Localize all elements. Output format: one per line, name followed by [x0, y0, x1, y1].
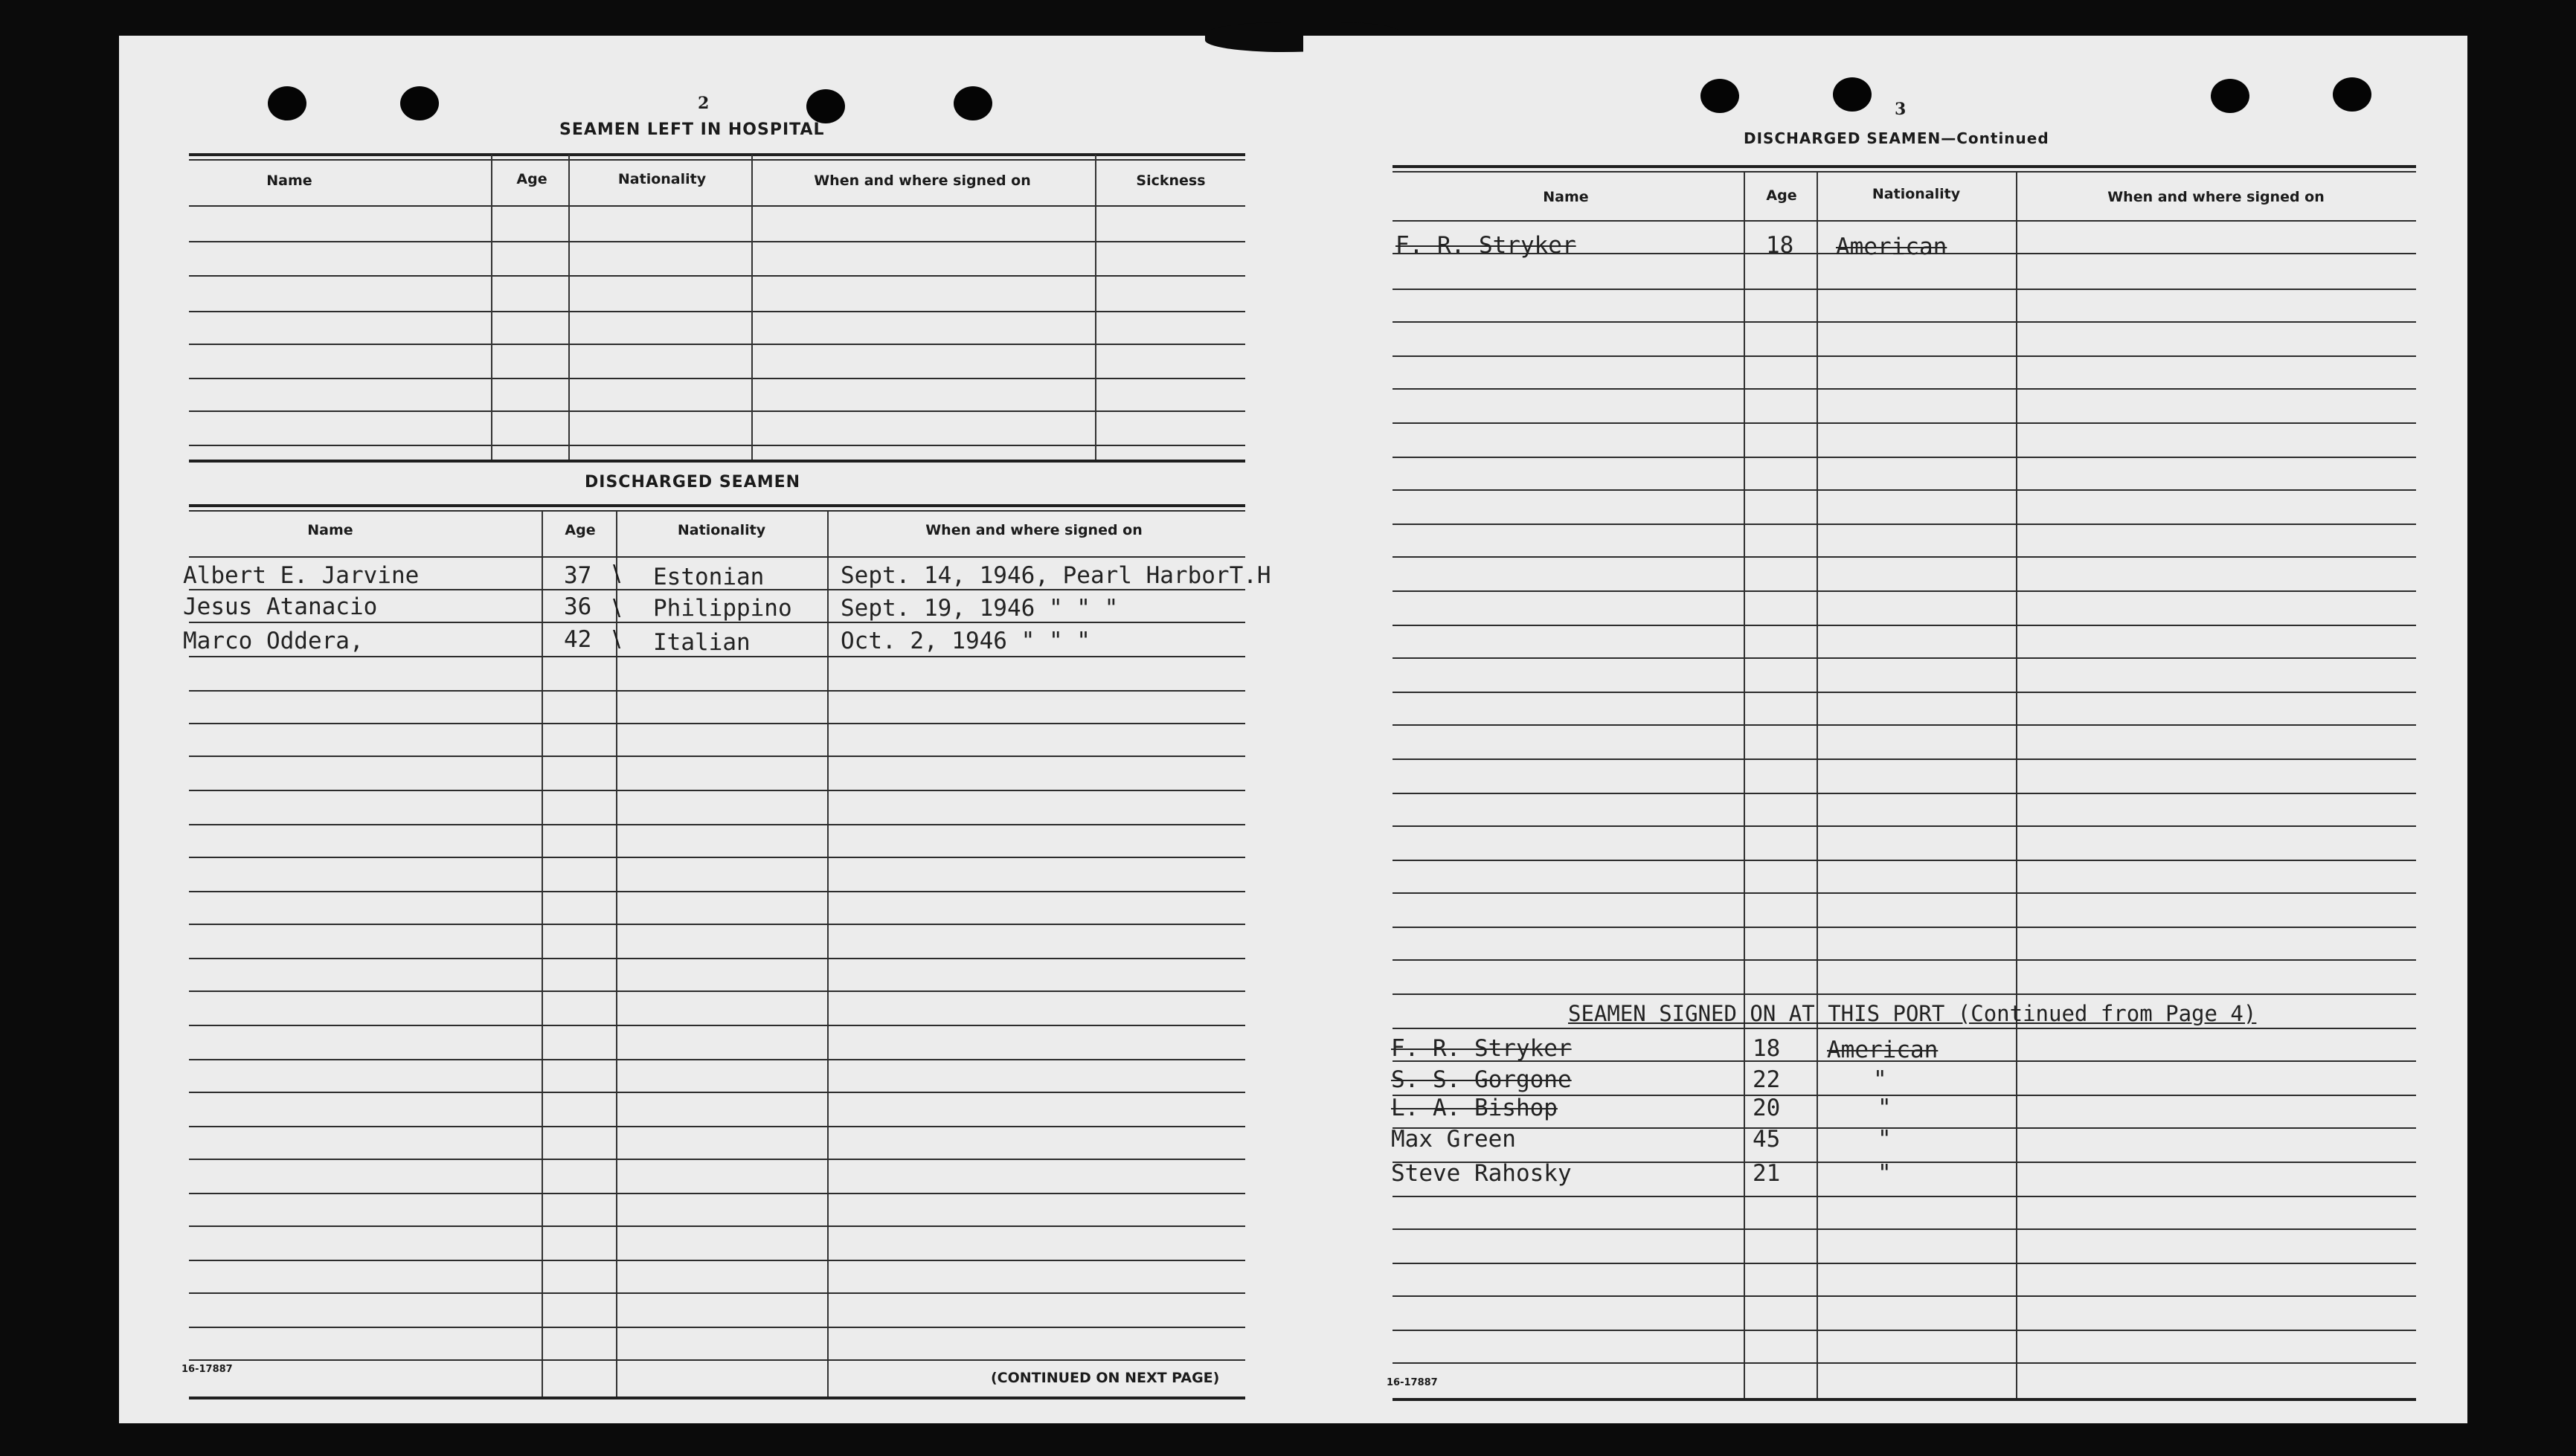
column-header-name: Name — [266, 173, 312, 189]
column-header-nationality: Nationality — [617, 171, 707, 187]
punch-hole — [1700, 79, 1739, 113]
seaman-age: 42 — [564, 626, 592, 653]
seaman-signed-on: Sept. 19, 1946 " " " — [841, 595, 1119, 622]
right-page — [1303, 36, 2467, 1423]
column-header-sickness: Sickness — [1136, 173, 1206, 189]
seaman-nationality: American — [1827, 1037, 1939, 1063]
left-page — [119, 36, 1317, 1423]
seaman-nationality: " — [1878, 1126, 1892, 1153]
seaman-signed-on: Oct. 2, 1946 " " " — [841, 628, 1091, 654]
continued-footer: (CONTINUED ON NEXT PAGE) — [991, 1370, 1220, 1386]
punch-hole — [954, 86, 992, 120]
check-mark: \ — [613, 626, 621, 652]
column-header-signed-on: When and where signed on — [814, 173, 1031, 189]
form-number: 16-17887 — [182, 1364, 233, 1375]
struck-seaman-age: 18 — [1766, 232, 1794, 259]
column-header-age: Age — [565, 522, 596, 538]
seaman-nationality: " — [1873, 1066, 1887, 1093]
seaman-name: Albert E. Jarvine — [183, 562, 420, 589]
check-mark: \ — [613, 595, 621, 621]
discharged-section-title: DISCHARGED SEAMEN — [585, 473, 801, 492]
seaman-nationality: " — [1878, 1095, 1892, 1121]
seaman-age: 45 — [1753, 1126, 1781, 1153]
seaman-name: L. A. Bishop — [1391, 1095, 1558, 1121]
form-number: 16-17887 — [1387, 1377, 1438, 1388]
punch-hole — [2211, 79, 2249, 113]
check-mark: \ — [613, 561, 621, 587]
seaman-age: 21 — [1753, 1160, 1781, 1187]
punch-hole — [400, 86, 439, 120]
punch-hole — [1833, 77, 1872, 112]
seaman-nationality: Italian — [653, 629, 751, 656]
seaman-age: 36 — [564, 593, 592, 620]
column-header-nationality: Nationality — [1872, 186, 1961, 202]
column-header-signed-on: When and where signed on — [2107, 189, 2325, 205]
column-header-name: Name — [307, 522, 353, 538]
seaman-name: F. R. Stryker — [1391, 1035, 1572, 1062]
seaman-age: 20 — [1753, 1095, 1781, 1121]
seaman-nationality: " — [1878, 1160, 1892, 1187]
punch-hole — [806, 89, 845, 123]
seaman-nationality: Philippino — [653, 595, 792, 622]
seaman-name: Jesus Atanacio — [183, 593, 378, 620]
punch-hole — [268, 86, 306, 120]
struck-seaman-name: F. R. Stryker — [1395, 232, 1576, 259]
page-number: 3 — [1895, 100, 1907, 119]
page-number: 2 — [698, 94, 710, 113]
seaman-age: 22 — [1753, 1066, 1781, 1093]
hospital-section-title: SEAMEN LEFT IN HOSPITAL — [559, 120, 825, 139]
column-header-nationality: Nationality — [677, 522, 766, 538]
struck-seaman-nationality: American — [1836, 233, 1947, 260]
seaman-name: Max Green — [1391, 1126, 1516, 1153]
column-header-signed-on: When and where signed on — [925, 522, 1143, 538]
column-header-age: Age — [516, 171, 547, 187]
signed-on-heading: SEAMEN SIGNED ON AT THIS PORT (Continued from Page 4) — [1568, 1001, 2257, 1026]
seaman-name: S. S. Gorgone — [1391, 1066, 1572, 1093]
column-header-age: Age — [1766, 187, 1797, 204]
seaman-signed-on: Sept. 14, 1946, Pearl HarborT.H — [841, 562, 1271, 589]
seaman-age: 18 — [1753, 1035, 1781, 1062]
seaman-name: Steve Rahosky — [1391, 1160, 1572, 1187]
column-header-name: Name — [1543, 189, 1589, 205]
seaman-age: 37 — [564, 562, 592, 589]
seaman-name: Marco Oddera, — [183, 628, 364, 654]
seaman-nationality: Estonian — [653, 564, 765, 590]
section-title: DISCHARGED SEAMEN—Continued — [1744, 129, 2049, 147]
punch-hole — [2333, 77, 2371, 112]
